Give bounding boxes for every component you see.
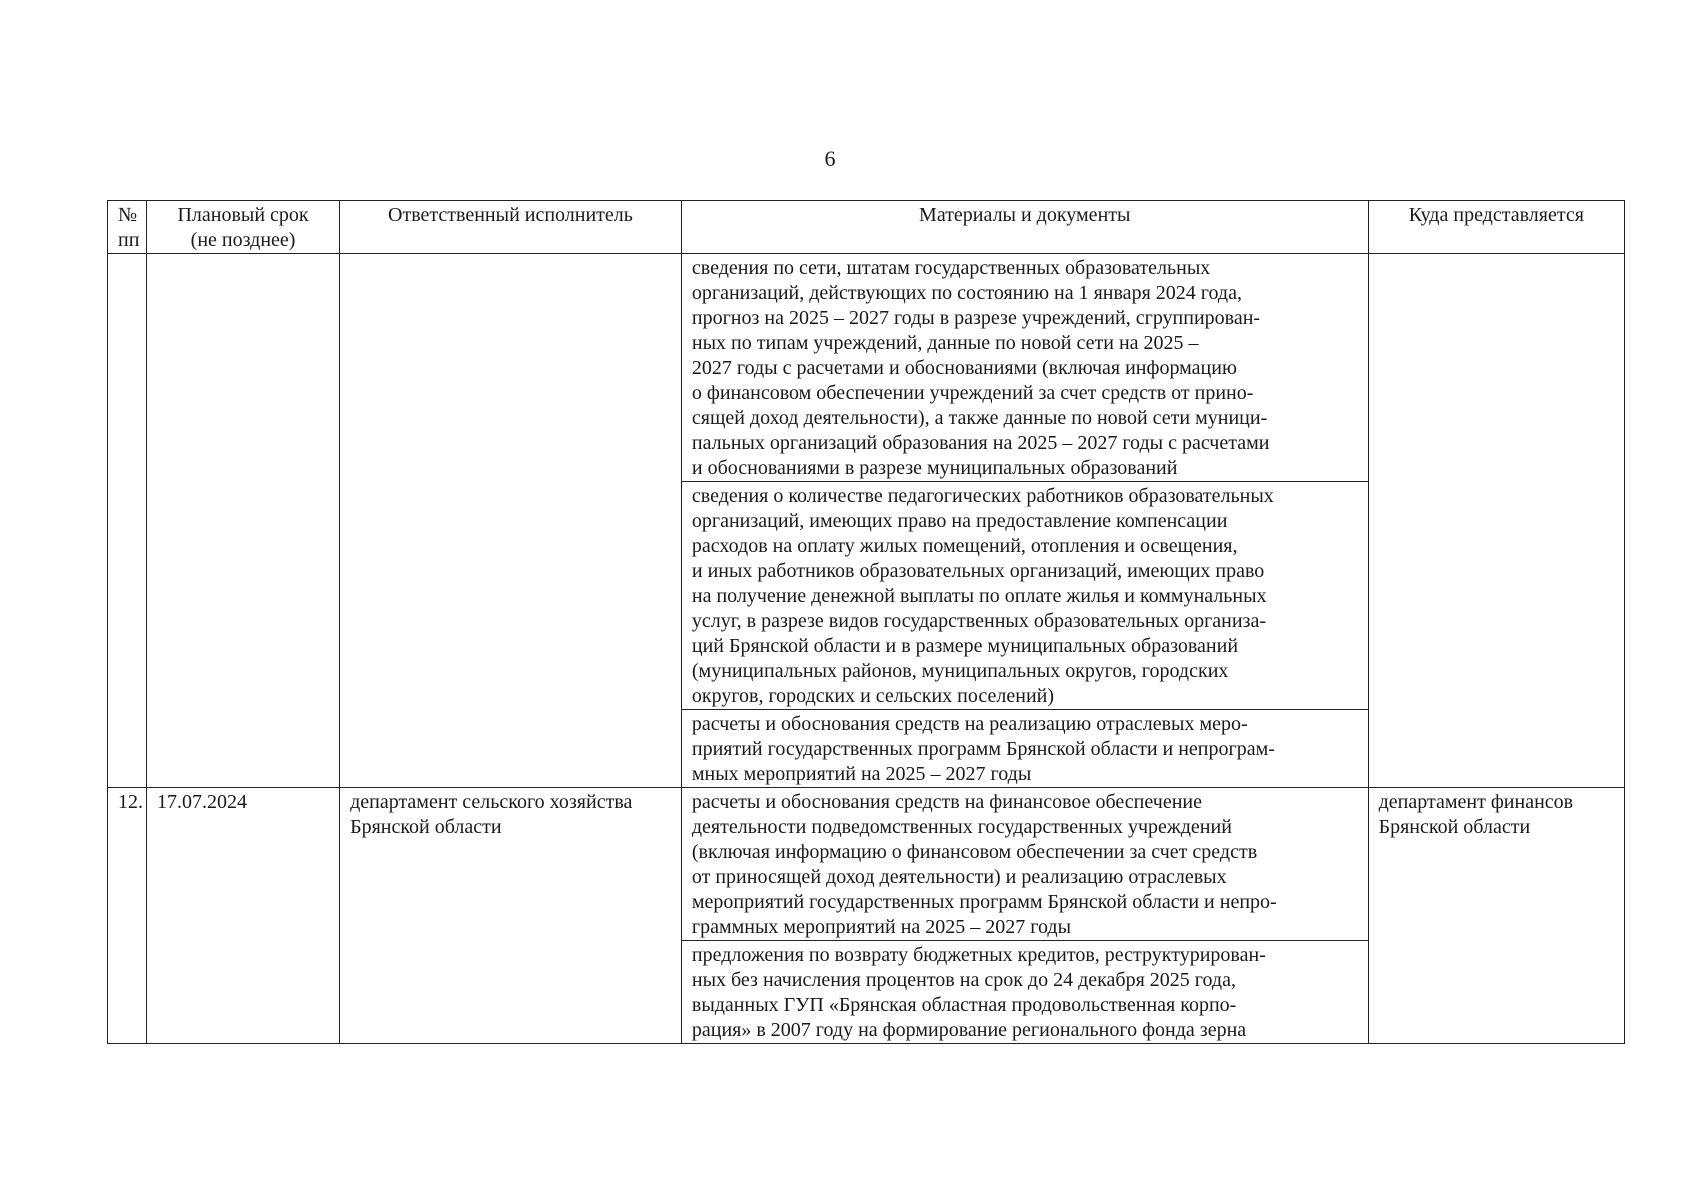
materials-cell: сведения о количестве педагогических работников образовательных организаций, имеющих право на предоставление компенсации расходов на оплату жилых помещений, отопления и освещения, и иных работников образовательных организаций, имеющих право на получение денежной выплаты по оплате жилья и коммунальных услуг, в разрезе видов государственных образовательных организа- ций Брянской области и в размере муниципальных образований (муниципальных районов, муниципальных округов, городских округов, городских и сельских поселений): [681, 482, 1368, 710]
row-destination: департамент финансов Брянской области: [1368, 788, 1624, 1044]
materials-cell: расчеты и обоснования средств на финансовое обеспечение деятельности подведомственных государственных учреждений (включая информацию о финансовом обеспечении за счет средств от приносящей доход деятельности) и реализацию отраслевых мероприятий государственных программ Брянской области и непро- граммных мероприятий на 2025 – 2027 годы: [681, 788, 1368, 941]
table-header-row: [108, 201, 1625, 254]
header-deadline: Плановый срок (не позднее): [147, 201, 340, 254]
row-number: 12.: [108, 788, 147, 1044]
header-number: № пп: [108, 201, 147, 254]
page-number: 6: [824, 146, 836, 171]
header-destination: Куда представляется: [1368, 201, 1624, 254]
materials-cell: расчеты и обоснования средств на реализацию отраслевых меро- приятий государственных программ Брянской области и непрограм- мных мероприятий на 2025 – 2027 годы: [681, 710, 1368, 788]
row-executor: департамент сельского хозяйства Брянской области: [340, 788, 682, 1044]
materials-cell: предложения по возврату бюджетных кредитов, реструктурирован- ных без начисления процентов на срок до 24 декабря 2025 года, выданных ГУП «Брянская областная продовольственная корпо- рация» в 2007 году на формирование регионального фонда зерна: [681, 941, 1368, 1044]
header-materials: Материалы и документы: [681, 201, 1368, 254]
cell-number-empty: [108, 254, 147, 788]
cell-destination-empty: [1368, 254, 1624, 788]
materials-cell: сведения по сети, штатам государственных образовательных организаций, действующих по состоянию на 1 января 2024 года, прогноз на 2025 – 2027 годы в разрезе учреждений, сгруппирован- ных по типам учреждений, данные по новой сети на 2025 – 2027 годы с расчетами и обоснованиями (включая информацию о финансовом обеспечении учреждений за счет средств от прино- сящей доход деятельности), а также данные по новой сети муници- пальных организаций образования на 2025 – 2027 годы с расчетами и обоснованиями в разрезе муниципальных образований: [681, 254, 1368, 482]
cell-deadline-empty: [147, 254, 340, 788]
plan-table: [107, 200, 1625, 1044]
table-row: [108, 788, 1625, 941]
row-deadline: 17.07.2024: [147, 788, 340, 1044]
table-row: [108, 254, 1625, 482]
cell-executor-empty: [340, 254, 682, 788]
header-executor: Ответственный исполнитель: [340, 201, 682, 254]
